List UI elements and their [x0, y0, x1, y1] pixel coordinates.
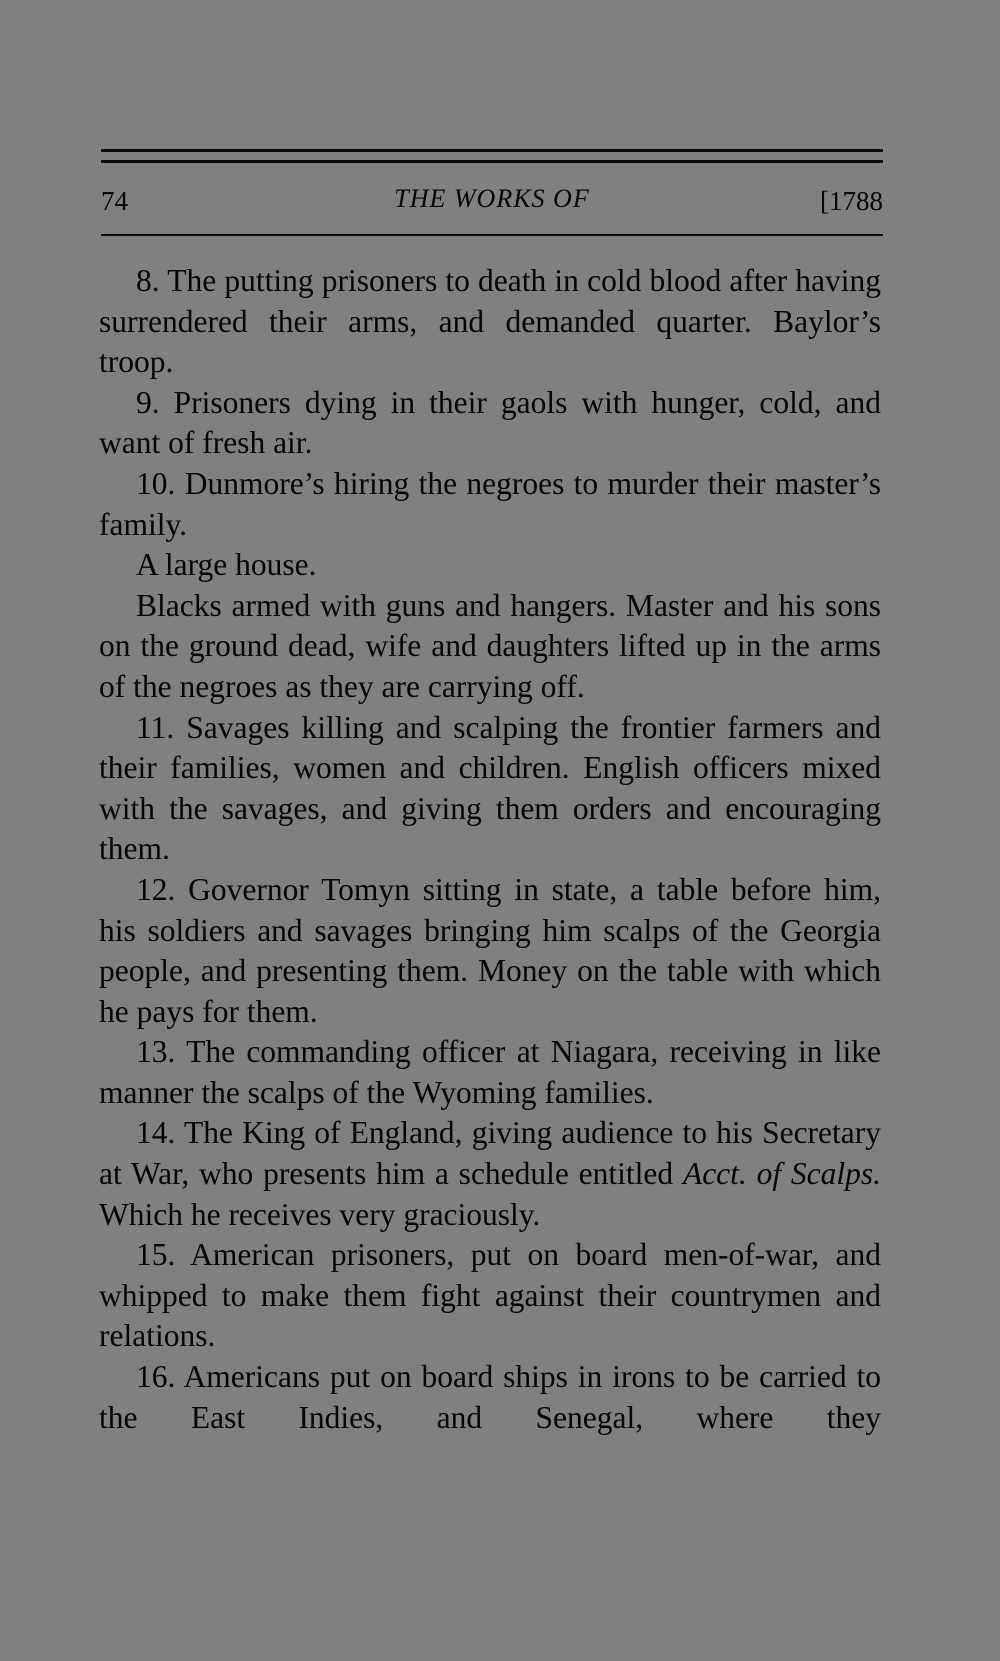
paragraph: 9. Prisoners dying in their gaols with hunger, cold, and want of fresh air. — [99, 384, 881, 461]
paragraph: Blacks armed with guns and hangers. Master and his sons on the ground dead, wife and daughters lifted up in the arms of the negroes as they are carrying off. — [99, 587, 881, 704]
paragraph: 15. American prisoners, put on board men-of-war, and whipped to make them fight against their countrymen and relations. — [99, 1237, 881, 1354]
paragraph: 13. The commanding officer at Niagara, receiving in like manner the scalps of the Wyoming families. — [99, 1034, 881, 1110]
top-rule-thin — [101, 160, 883, 163]
paragraph-14-text-a: 14. The King of England, giving audience to his Secretary at War, who presents him a schedule entitled — [99, 1115, 881, 1192]
paragraph-14-text-b: Which he receives very graciously. — [99, 1196, 541, 1232]
paragraph: 10. Dunmore’s hiring the negroes to murder their master’s family. — [99, 465, 881, 542]
header-year: [1788 — [820, 186, 883, 216]
paragraph-continued: 16. Americans put on board ships in irons to be carried to the East Indies, and Senegal, where they — [99, 1359, 881, 1435]
top-rule-thick — [101, 149, 883, 152]
header-rule — [101, 234, 883, 236]
running-header — [101, 180, 883, 226]
paragraph: A large house. — [136, 547, 317, 583]
page-body — [99, 261, 881, 1438]
paragraph-14 — [99, 1113, 881, 1235]
paragraph: 12. Governor Tomyn sitting in state, a table before him, his soldiers and savages bringing him scalps of the Georgia people, and presenting them. Money on the table with which he pays for them. — [99, 871, 881, 1029]
italic-title: Acct. of Scalps. — [682, 1156, 881, 1192]
paragraph: 8. The putting prisoners to death in cold blood after having surrendered their arms, and demanded quarter. Baylor’s troop. — [99, 263, 881, 380]
running-title: THE WORKS OF — [394, 184, 590, 213]
paragraph: 11. Savages killing and scalping the frontier farmers and their families, women and children. English officers mixed with the savages, and giving them orders and encouraging them. — [99, 709, 881, 867]
page-number: 74 — [101, 186, 128, 216]
